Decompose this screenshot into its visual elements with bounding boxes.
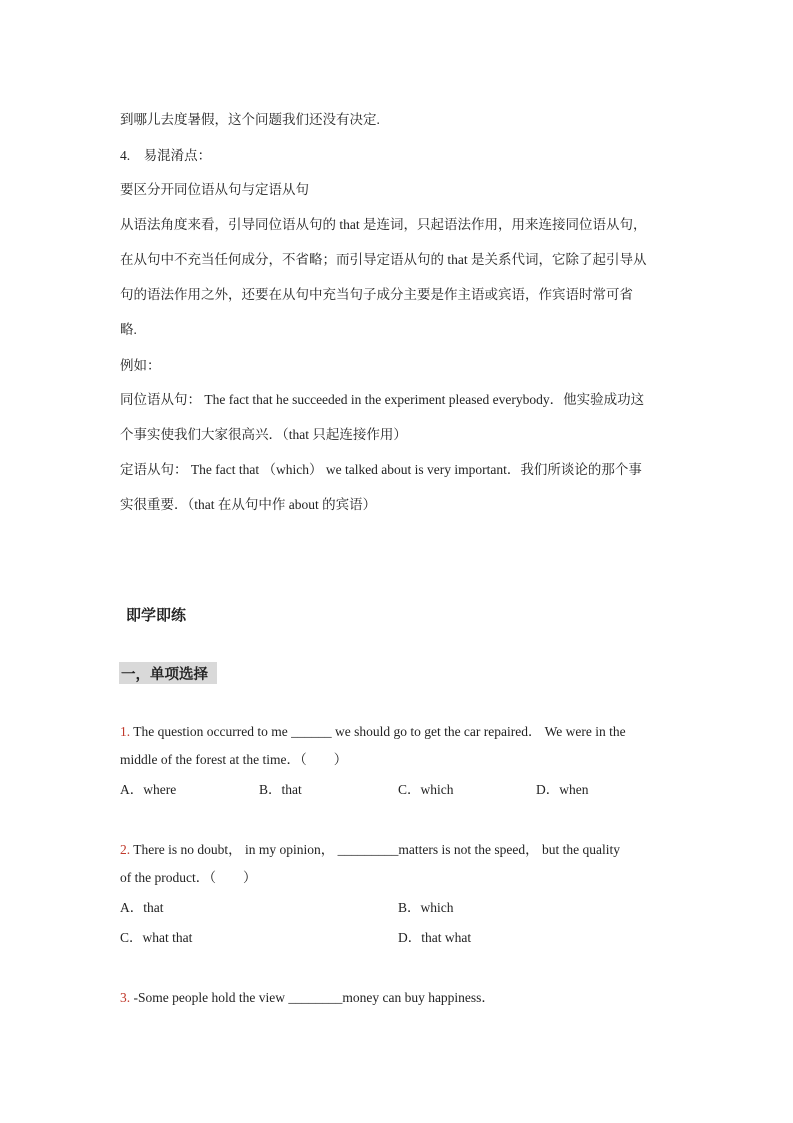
option-a[interactable]: A．that xyxy=(120,900,164,915)
attributive-example-line: 定语从句： The fact that （which） we talked about is very important．我们所谈论的那个事 xyxy=(120,462,642,477)
question-2 xyxy=(120,840,620,860)
confusion-label: 4. 易混淆点： xyxy=(120,148,212,163)
intro-line: 到哪儿去度暑假，这个问题我们还没有决定. xyxy=(120,112,380,127)
option-c[interactable]: C．what that xyxy=(120,930,193,945)
question-2-line2: of the product．（ ） xyxy=(120,870,257,885)
section-title: 一，单项选择 xyxy=(121,667,208,683)
question-number: 3. xyxy=(120,990,131,1005)
appositive-example-line: 个事实使我们大家很高兴．（that 只起连接作用） xyxy=(120,427,407,442)
example-label: 例如： xyxy=(120,358,161,373)
appositive-example-line: 同位语从句： The fact that he succeeded in the experiment pleased everybody．他实验成功这 xyxy=(120,392,645,407)
option-a[interactable]: A．where xyxy=(120,782,177,797)
question-3 xyxy=(120,988,495,1008)
question-1-line2: middle of the forest at the time．（ ） xyxy=(120,752,348,767)
option-b[interactable]: B．which xyxy=(398,900,454,915)
confusion-paragraph-line: 从语法角度来看，引导同位语从句的 that 是连词，只起语法作用，用来连接同位语从句， xyxy=(120,217,647,232)
option-d[interactable]: D．that what xyxy=(398,930,472,945)
question-text: There is no doubt， in my opinion， _________matters is not the speed， but the quality xyxy=(130,842,620,857)
question-number: 1. xyxy=(120,724,131,739)
confusion-paragraph-line: 略. xyxy=(120,322,137,337)
confusion-paragraph-line: 在从句中不充当任何成分，不省略；而引导定语从句的 that 是关系代词，它除了起引导从 xyxy=(120,252,647,267)
question-text: -Some people hold the view ________money can buy happiness． xyxy=(130,990,495,1005)
attributive-example-line: 实很重要．（that 在从句中作 about 的宾语） xyxy=(120,497,377,512)
confusion-subtitle: 要区分开同位语从句与定语从句 xyxy=(120,182,309,197)
option-c[interactable]: C．which xyxy=(398,782,454,797)
confusion-paragraph-line: 句的语法作用之外，还要在从句中充当句子成分主要是作主语或宾语，作宾语时常可省 xyxy=(120,287,633,302)
practice-title: 即学即练 xyxy=(126,606,187,624)
question-number: 2. xyxy=(120,842,131,857)
question-text: The question occurred to me ______ we should go to get the car repaired． We were in the xyxy=(130,724,626,739)
option-d[interactable]: D．when xyxy=(536,782,589,797)
option-b[interactable]: B．that xyxy=(259,782,302,797)
question-1 xyxy=(120,722,626,742)
